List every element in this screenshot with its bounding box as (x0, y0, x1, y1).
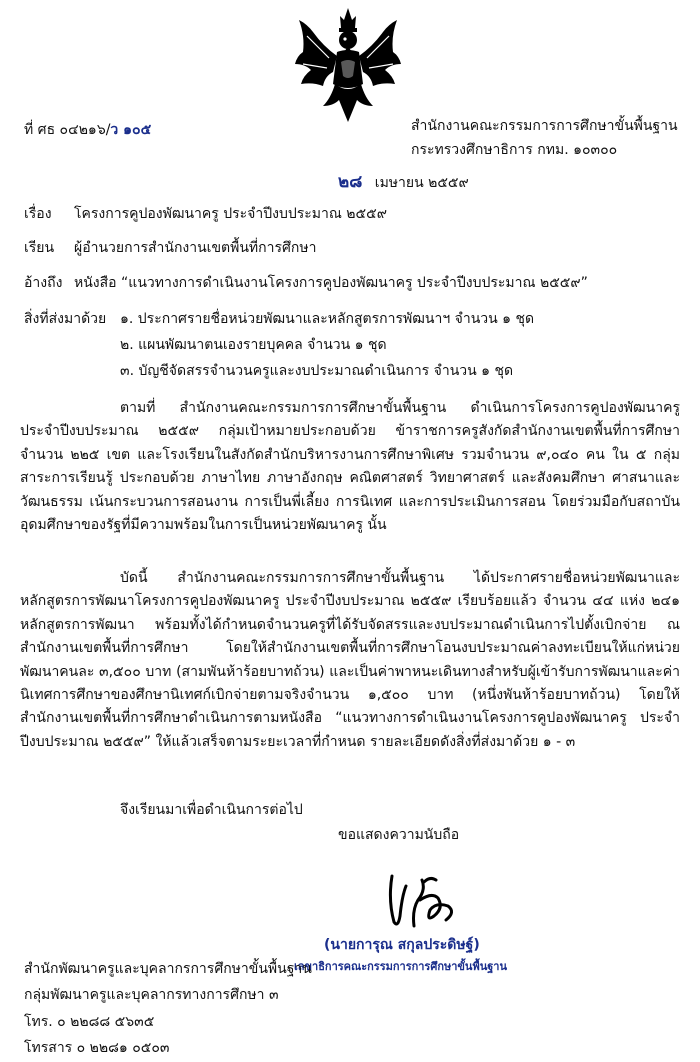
office-line-1: สำนักงานคณะกรรมการการศึกษาขั้นพื้นฐาน (411, 118, 678, 134)
addressee-label: เรียน (24, 240, 55, 256)
reference-number-label: ที่ ศธ ๐๔๒๑๖/ (24, 122, 111, 138)
enclosure-item: ๓. บัญชีจัดสรรจำนวนครูและงบประมาณดำเนินการ จำนวน ๑ ชุด (120, 363, 514, 379)
reference-text: หนังสือ “แนวทางการดำเนินงานโครงการคูปองพัฒนาครู ประจำปีงบประมาณ ๒๕๕๙” (74, 275, 588, 291)
enclosure-item: ๑. ประกาศรายชื่อหน่วยพัฒนาและหลักสูตรการพัฒนาฯ จำนวน ๑ ชุด (120, 311, 535, 327)
reference-number (24, 121, 151, 139)
signer-title: เลขาธิการคณะกรรมการการศึกษาขั้นพื้นฐาน (294, 960, 507, 973)
enclosures-label: สิ่งที่ส่งมาด้วย (24, 311, 107, 327)
body-paragraph-2 (20, 567, 680, 754)
enclosure-item: ๒. แผนพัฒนาตนเองรายบุคคล จำนวน ๑ ชุด (120, 337, 387, 353)
subject-text: โครงการคูปองพัฒนาครู ประจำปีงบประมาณ ๒๕๕๙ (74, 206, 387, 222)
footer-phone: โทร. ๐ ๒๒๘๘ ๕๖๓๕ (24, 1014, 155, 1030)
body-paragraph-1-text: ตามที่ สำนักงานคณะกรรมการการศึกษาขั้นพื้นฐาน ดำเนินการโครงการคูปองพัฒนาครู ประจำปีงบประมาณ ๒๕๕๙ กลุ่มเป้าหมายประกอบด้วย ข้าราชการครูสังกัดสำนักงานเขตพื้นที่การศึกษา จำนวน ๒๒๕ เขต และโรงเรียนในสังกัดสำนักบริหารงานการศึกษาพิเศษ รวมจำนวน ๙,๐๔๐ คน ใน ๕ กลุ่มสาระการเรียนรู้ ประกอบด้วย ภาษาไทย ภาษาอังกฤษ คณิตศาสตร์ วิทยาศาสตร์ และสังคมศึกษา ศาสนาและวัฒนธรรม เน้นกระบวนการสอนงาน การเป็นพี่เลี้ยง การนิเทศ และการประเมินการสอน โดยร่วมมือกับสถาบันอุดมศึกษาของรัฐที่มีความพร้อมในการเป็นหน่วยพัฒนาครู นั้น (20, 400, 680, 534)
signer-name: (นายการุณ สกุลประดิษฐ์) (324, 937, 480, 953)
addressee-text: ผู้อำนวยการสำนักงานเขตพื้นที่การศึกษา (74, 240, 317, 256)
reference-label: อ้างถึง (24, 275, 63, 291)
body-paragraph-1 (20, 397, 680, 537)
reference-number-handwritten: ว ๑๐๕ (110, 122, 152, 138)
date-month-year: เมษายน ๒๕๕๙ (374, 175, 469, 191)
footer-fax: โทรสาร ๐ ๒๒๘๑ ๐๕๐๓ (24, 1040, 170, 1056)
date-day-handwritten: ๒๘ (338, 172, 363, 192)
office-line-2: กระทรวงศึกษาธิการ กทม. ๑๐๓๐๐ (411, 142, 618, 158)
salutation: ขอแสดงความนับถือ (338, 827, 460, 843)
footer-group: กลุ่มพัฒนาครูและบุคลากรทางการศึกษา ๓ (24, 987, 279, 1003)
footer-office: สำนักพัฒนาครูและบุคลากรการศึกษาขั้นพื้นฐาน (24, 961, 312, 977)
closing-line: จึงเรียนมาเพื่อดำเนินการต่อไป (120, 802, 303, 818)
handwritten-signature (364, 856, 484, 936)
body-paragraph-2-text: บัดนี้ สำนักงานคณะกรรมการการศึกษาขั้นพื้นฐาน ได้ประกาศรายชื่อหน่วยพัฒนาและหลักสูตรการพัฒนาโครงการคูปองพัฒนาครู ประจำปีงบประมาณ ๒๕๕๙ เรียบร้อยแล้ว จำนวน ๔๔ แห่ง ๒๔๑ หลักสูตรการพัฒนา พร้อมทั้งได้กำหนดจำนวนครูที่ได้รับจัดสรรและงบประมาณดำเนินการไปตั้งเบิกจ่าย ณ สำนักงานเขตพื้นที่การศึกษา โดยให้สำนักงานเขตพื้นที่การศึกษาโอนงบประมาณค่าลงทะเบียนให้แก่หน่วยพัฒนาคนละ ๓,๕๐๐ บาท (สามพันห้าร้อยบาทถ้วน) และเป็นค่าพาหนะเดินทางสำหรับผู้เข้ารับการพัฒนาและค่านิเทศการศึกษาของศึกษานิเทศก์เบิกจ่ายตามจริงจำนวน ๑,๕๐๐ บาท (หนึ่งพันห้าร้อยบาทถ้วน) โดยให้สำนักงานเขตพื้นที่การศึกษาดำเนินการตามหนังสือ “แนวทางการดำเนินงานโครงการคูปองพัฒนาครู ประจำปีงบประมาณ ๒๕๕๙” ให้แล้วเสร็จตามระยะเวลาที่กำหนด รายละเอียดดังสิ่งที่ส่งมาด้วย ๑ - ๓ (20, 570, 680, 750)
letter-date (338, 173, 469, 192)
subject-label: เรื่อง (24, 206, 52, 222)
garuda-emblem-icon (293, 6, 403, 124)
